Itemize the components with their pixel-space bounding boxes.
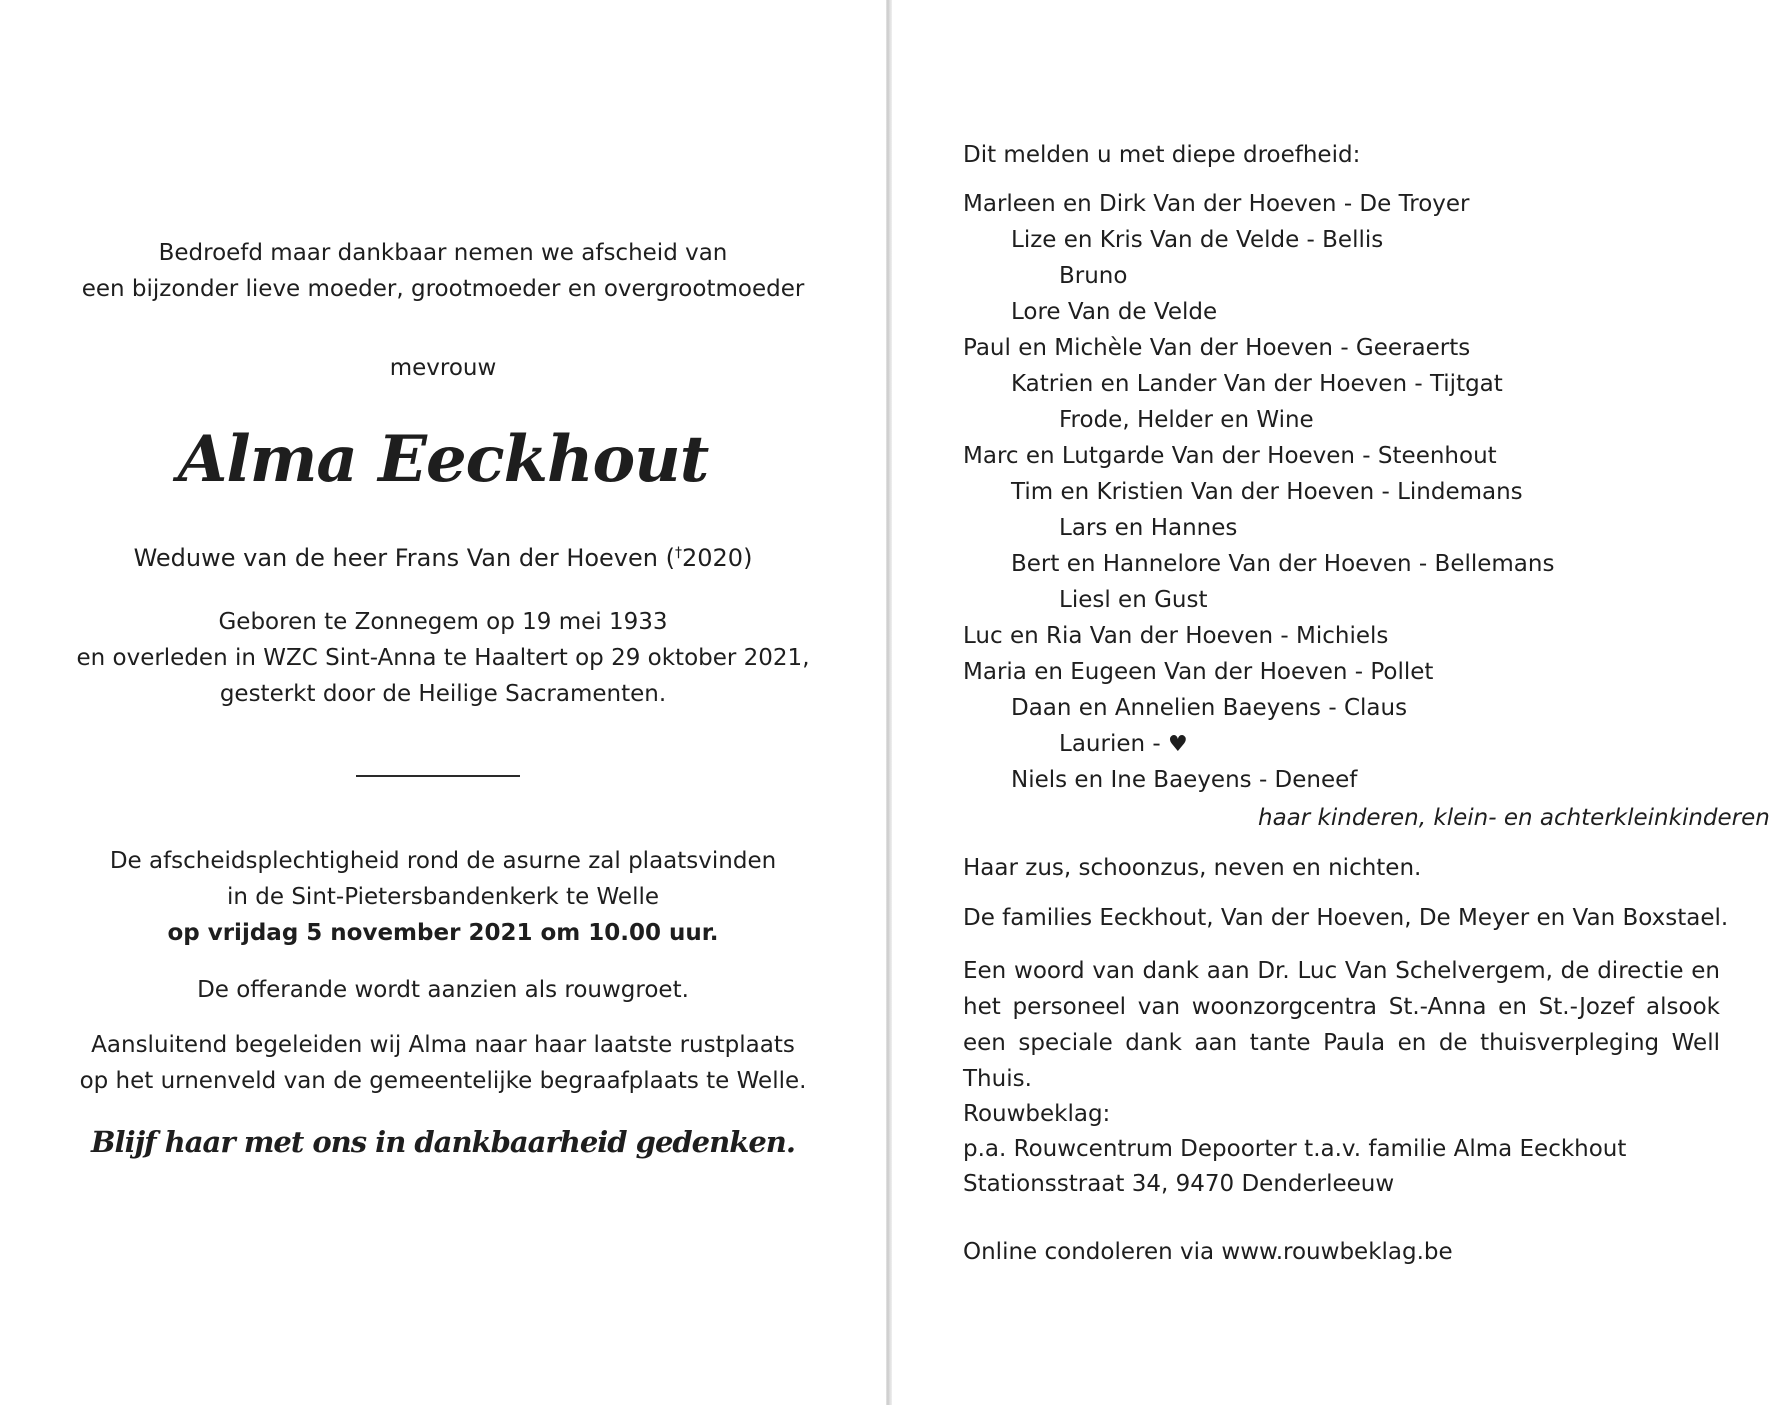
family-member-name: Liesl en Gust xyxy=(1059,587,1208,613)
online-condolence: Online condoleren via www.rouwbeklag.be xyxy=(963,1239,1453,1265)
family-member-name: Lore Van de Velde xyxy=(1011,299,1218,325)
offering-text: De offerande wordt aanzien als rouwgroet. xyxy=(197,977,689,1003)
family-member xyxy=(1011,764,1357,796)
family-caption: haar kinderen, klein- en achterkleinkinderen xyxy=(1258,805,1770,831)
thanks-text: Een woord van dank aan Dr. Luc Van Schelvergem, de directie en het personeel van woonzorgcentra St.-Anna en St.-Jozef alsook een speciale dank aan tante Paula en de thuisverpleging Well Thuis. xyxy=(963,958,1720,1092)
family-member xyxy=(1011,692,1407,724)
family-member-name: Luc en Ria Van der Hoeven - Michiels xyxy=(963,623,1389,649)
deceased-name: Alma Eeckhout xyxy=(177,422,709,497)
address-line: Stationsstraat 34, 9470 Denderleeuw xyxy=(963,1171,1395,1197)
ceremony-line: De afscheidsplechtigheid rond de asurne zal plaatsvinden xyxy=(109,848,777,874)
intro-text xyxy=(0,235,886,307)
family-member xyxy=(963,332,1470,364)
family-member xyxy=(1059,584,1207,616)
family-member-name: Katrien en Lander Van der Hoeven - Tijtgat xyxy=(1011,371,1503,397)
family-member xyxy=(1011,296,1217,328)
birth-death-text xyxy=(0,604,886,712)
widow-close: ) xyxy=(743,544,753,572)
motto: Blijf haar met ons in dankbaarheid gedenken. xyxy=(91,1125,795,1159)
family-member-name: Marleen en Dirk Van der Hoeven - De Troyer xyxy=(963,191,1470,217)
birth-line: Geboren te Zonnegem op 19 mei 1933 xyxy=(218,609,668,635)
intro-line: een bijzonder lieve moeder, grootmoeder en overgrootmoeder xyxy=(81,276,805,302)
family-member-name: Paul en Michèle Van der Hoeven - Geeraerts xyxy=(963,335,1471,361)
birth-line: en overleden in WZC Sint-Anna te Haaltert op 29 oktober 2021, xyxy=(76,645,810,671)
divider-line xyxy=(356,775,520,777)
family-member-name: Frode, Helder en Wine xyxy=(1059,407,1314,433)
widow-year: 2020 xyxy=(681,544,744,572)
announcement-heading: Dit melden u met diepe droefheid: xyxy=(963,142,1361,168)
family-member xyxy=(1011,224,1383,256)
burial-line: Aansluitend begeleiden wij Alma naar haar laatste rustplaats xyxy=(91,1032,795,1058)
heart-icon: ♥ xyxy=(1167,732,1188,757)
family-member-name: Maria en Eugeen Van der Hoeven - Pollet xyxy=(963,659,1434,685)
intro-line: Bedroefd maar dankbaar nemen we afscheid van xyxy=(158,240,728,266)
families-text: De families Eeckhout, Van der Hoeven, De Meyer en Van Boxstael. xyxy=(963,905,1729,931)
family-member-name: Daan en Annelien Baeyens - Claus xyxy=(1011,695,1408,721)
cross-symbol: † xyxy=(674,545,682,561)
family-member-name: Bruno xyxy=(1059,263,1128,289)
family-member-name: Lize en Kris Van de Velde - Bellis xyxy=(1011,227,1384,253)
ceremony-line: in de Sint-Pietersbandenkerk te Welle xyxy=(226,884,660,910)
family-member xyxy=(1059,404,1314,436)
family-member-name: Bert en Hannelore Van der Hoeven - Bellemans xyxy=(1011,551,1555,577)
address-block xyxy=(963,1097,1626,1202)
family-member-name: Laurien - xyxy=(1059,731,1168,757)
address-line: p.a. Rouwcentrum Depoorter t.a.v. familie Alma Eeckhout xyxy=(963,1136,1627,1162)
widow-text: Weduwe van de heer Frans Van der Hoeven ( xyxy=(133,544,675,572)
title-mevrouw: mevrouw xyxy=(389,355,497,381)
family-member xyxy=(1011,476,1523,508)
burial-line: op het urnenveld van de gemeentelijke begraafplaats te Welle. xyxy=(79,1068,807,1094)
family-member xyxy=(1011,548,1554,580)
right-panel xyxy=(892,0,1771,1405)
address-label: Rouwbeklag: xyxy=(963,1101,1111,1127)
family-member-name: Tim en Kristien Van der Hoeven - Lindemans xyxy=(1011,479,1523,505)
birth-line: gesterkt door de Heilige Sacramenten. xyxy=(219,681,667,707)
family-member-name: Lars en Hannes xyxy=(1059,515,1238,541)
family-member xyxy=(963,656,1433,688)
family-member xyxy=(963,620,1388,652)
burial-text xyxy=(0,1027,886,1099)
family-member xyxy=(963,188,1470,220)
family-member xyxy=(1011,368,1503,400)
family-member xyxy=(963,440,1497,472)
family-member-name: Niels en Ine Baeyens - Deneef xyxy=(1011,767,1358,793)
family-member xyxy=(1059,260,1127,292)
family-member xyxy=(1059,512,1237,544)
relatives-text: Haar zus, schoonzus, neven en nichten. xyxy=(963,855,1422,881)
ceremony-text xyxy=(0,843,886,951)
family-member-name: Marc en Lutgarde Van der Hoeven - Steenhout xyxy=(963,443,1497,469)
family-member xyxy=(1059,728,1188,761)
ceremony-date: op vrijdag 5 november 2021 om 10.00 uur. xyxy=(167,920,719,946)
widow-line xyxy=(0,535,886,576)
